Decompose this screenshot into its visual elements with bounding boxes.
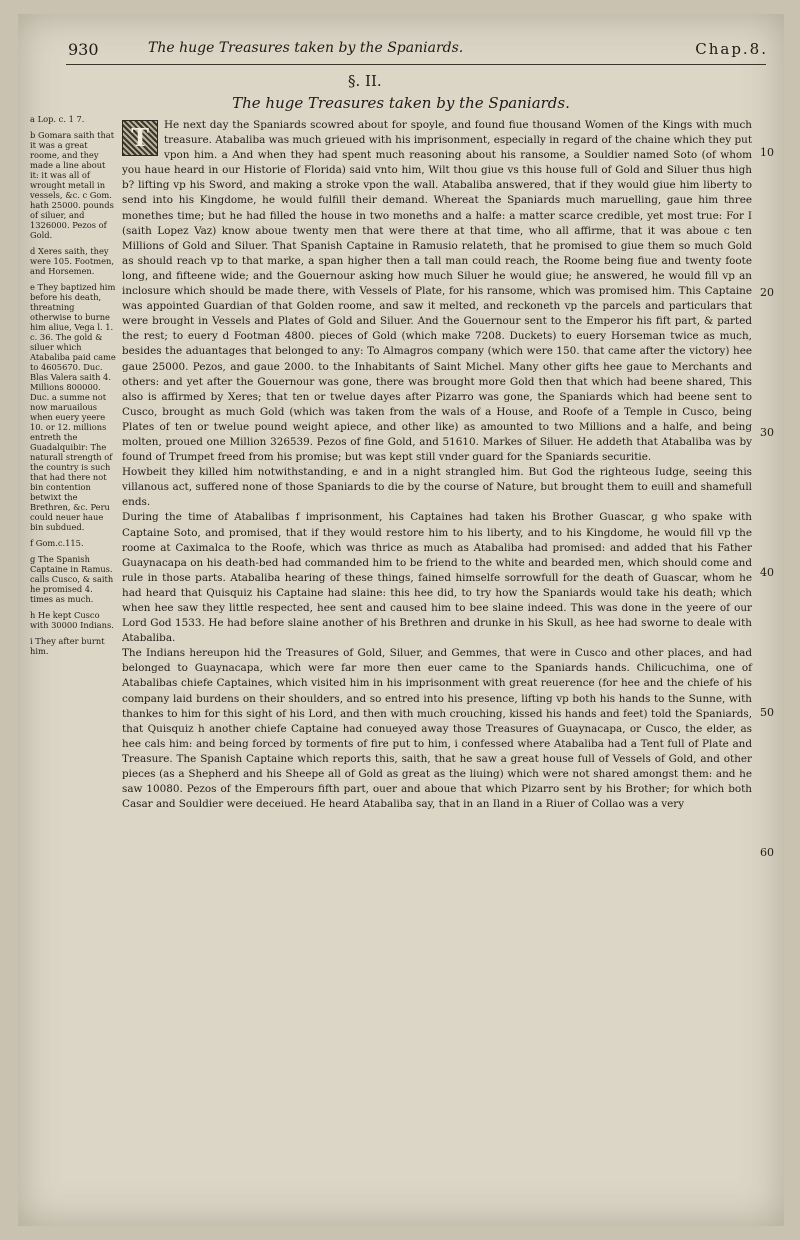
paragraph: The Indians hereupon hid the Treasures of Gold, Siluer, and Gemmes, that were in Cusco and other places, and had belonged to Guaynacapa, which were far more then euer came to the Spaniards hands. Chilicuchima, one of Atabalibas chiefe Captaines, which visited him in his imprisonment with great reuerence (for hee and the chiefe of his company laid burdens on their shoulders, and so entred into his presence, lifting vp both his hands to the Sunne, with thankes to him for this sight of his Lord, and then with much crouching, kissed his hands and feet) told the Spaniards, that Quisquiz h another chiefe Captaine had conueyed away those Treasures of Guaynacapa, or Cusco, the elder, as hee cals him: and being forced by torments of fire put to him, i confessed where Atabaliba had a Tent full of Plate and Treasure. The Spanish Captaine which reports this, saith, that he saw a great house full of Vessels of Gold, and other pieces (as a Shepherd and his Sheepe all of Gold as great as the liuing) which were not shared amongst them: and he saw 10080. Pezos of the Emperours fifth part, ouer and aboue that which Pizarro sent by his Brother; for which both Casar and Souldier were deceiued. He heard Atabaliba say, that in an Iland in a Riuer of Collao was a very <box>122 647 752 811</box>
margin-note: e They baptized him before his death, threatning otherwise to burne him aliue, Vega l. 1. c. 36. The gold & siluer which Atabaliba paid came to 4605670. Duc. Blas Valera saith 4. Millions 800000. Duc. a summe not now maruailous when euery yeere 10. or 12. millions entreth the Guadalquibir: The naturall strength of the country is such that had there not bin contention betwixt the Brethren, &c. Peru could neuer haue bin subdued. <box>30 282 116 532</box>
margin-note: d Xeres saith, they were 105. Footmen, and Horsemen. <box>30 246 115 276</box>
paragraph: During the time of Atabalibas f imprisonment, his Captaines had taken his Brother Guascar, g who spake with Captaine Soto, and promised, that if they would restore him to his liberty, and to his Kingdome, he would fill vp the roome at Caximalca to the Roofe, which was thrice as much as Atabaliba had promised: and added that his Father Guaynacapa on his death-bed had commanded him to be friend to the white and bearded men, which should come and rule in those parts. Atabaliba hearing of these things, fained himselfe sorrowfull for the death of Guascar, whom he had heard that Quisquiz his Captaine had slaine: this hee did, to try how the Spaniards would take his death; which when hee saw they little respected, hee sent and caused him to bee slaine indeed. This was done in the yeere of our Lord God 1533. He had before slaine another of his Brethren and drunke in his Skull, as hee had sworne to deale with Atabaliba. <box>122 511 752 645</box>
section-number: §. II. <box>348 72 382 90</box>
line-number: 30 <box>760 426 774 439</box>
margin-note: a Lop. c. 1 7. <box>30 114 85 124</box>
line-number: 40 <box>760 566 774 579</box>
running-title: The huge Treasures taken by the Spaniards. <box>148 40 464 56</box>
line-number: 20 <box>760 286 774 299</box>
line-number: 10 <box>760 146 774 159</box>
margin-note: g The Spanish Captaine in Ramus. calls Cusco, & saith he promised 4. times as much. <box>30 554 114 604</box>
paragraph: Howbeit they killed him notwithstanding, e and in a night strangled him. But God the righteous Iudge, seeing this villanous act, suffered none of those Spaniards to die by the course of Nature, but brought them to euill and shamefull ends. <box>122 466 752 509</box>
margin-note: b Gomara saith that it was a great roome, and they made a line about it: it was all of wrought metall in vessels, &c. c Gom. hath 25000. pounds of siluer, and 1326000. Pezos of Gold. <box>30 130 115 240</box>
ornamental-initial <box>122 120 158 156</box>
running-header <box>68 40 768 64</box>
margin-note: h He kept Cusco with 30000 Indians. <box>30 610 114 630</box>
header-rule <box>66 64 766 65</box>
line-number: 50 <box>760 706 774 719</box>
line-number: 60 <box>760 846 774 859</box>
margin-note: f Gom.c.115. <box>30 538 84 548</box>
margin-note: i They after burnt him. <box>30 636 105 656</box>
paragraph: He next day the Spaniards scowred about for spoyle, and found fiue thousand Women of the Kings with much treasure. Atabaliba was much grieued with his imprisonment, especially in regard of the chaine which they put vpon him. a And when they had spent much reasoning about his ransome, a Souldier named Soto (of whom you haue heard in our Historie of Florida) said vnto him, Wilt thou giue vs this house full of Gold and Siluer thus high b? lifting vp his Sword, and making a stroke vpon the wall. Atabaliba answered, that if they would giue him liberty to send into his Kingdome, he would fulfill their demand. Whereat the Spaniards much maruelling, gaue him three monethes time; but he had filled the house in two moneths and a halfe: a matter scarce credible, yet most true: For I (saith Lopez Vaz) know aboue twenty men that were there at that time, who all affirme, that it was aboue c ten Millions of Gold and Siluer. That Spanish Captaine in Ramusio relateth, that he promised to giue them so much Gold as should reach vp to that marke, a span higher then a tall man could reach, the Roome being fiue and twenty foote long, and fifteene wide; and the Gouernour asking how much Siluer he would giue; he answered, he would fill vp an inclosure which should be made there, with Vessels of Plate, for his ransome, which was promised him. This Captaine was appointed Guardian of that Golden roome, and saw it melted, and reckoneth vp the parcels and particulars that were brought in Vessels and Plates of Gold and Siluer. And the Gouernour sent to the Emperor his fift part, & parted the rest; to euery d Footman 4800. pieces of Gold (which make 7208. Duckets) to euery Horseman twice as much, besides the aduantages that belonged to any: To Almagros company (which were 150. that came after the victory) hee gaue 25000. Pezos, and gaue 2000. to the Inhabitants of Saint Michel. Many other gifts hee gaue to Merchants and others: and yet after the Gouernour was gone, there was brought more Gold then that which had beene shared, This also is affirmed by Xeres; that ten or twelue dayes after Pizarro was gone, the Spaniards which had beene sent to Cusco, brought as much Gold (which was taken from the wals of a House, and Roofe of a Temple in Cusco, being Plates of ten or twelue pound weight apiece, and other like) as amounted to two Millions and a halfe, and being molten, proued one Million 326539. Pezos of fine Gold, and 51610. Markes of Siluer. He addeth that Atabaliba was by found of Trumpet freed from his promise; but was kept still vnder guard for the Spaniards securitie. <box>122 119 752 464</box>
main-text <box>122 118 752 1198</box>
margin-notes <box>30 114 116 1174</box>
page-number: 930 <box>68 40 99 59</box>
book-page <box>18 14 784 1226</box>
initial-letter: T <box>131 123 149 152</box>
chapter-label: Chap.8. <box>695 40 768 58</box>
section-title: The huge Treasures taken by the Spaniards. <box>232 94 570 112</box>
